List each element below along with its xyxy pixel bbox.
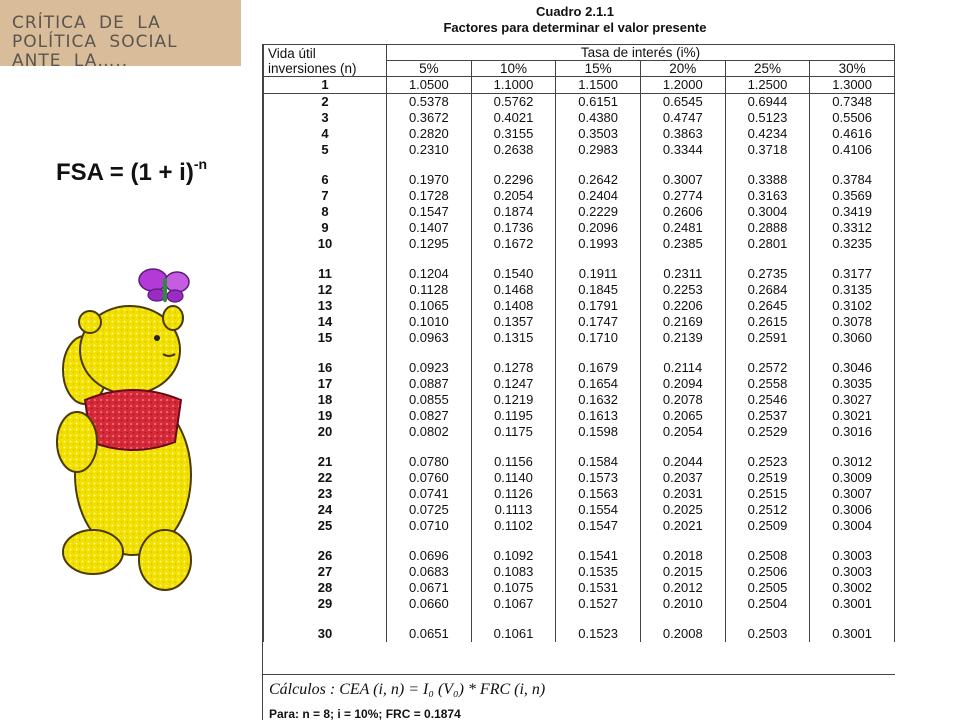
factor-cell: 0.0741 [387,486,472,502]
header-rate-1: 5% [387,61,472,77]
table-row [264,626,895,642]
factor-cell: 0.1970 [387,172,472,188]
formula-base: FSA = (1 + i) [56,159,194,186]
row-period: 12 [264,282,387,298]
butterfly-icon [139,269,189,302]
row-period: 30 [264,626,387,642]
factor-cell: 0.1547 [387,204,472,220]
row-period: 13 [264,298,387,314]
factor-cell: 0.0651 [387,626,472,642]
factor-cell: 0.2311 [640,266,725,282]
factor-cell: 0.3388 [725,172,810,188]
table-row [264,110,895,126]
factor-cell: 0.2638 [471,142,556,158]
table-row [264,486,895,502]
factor-cell: 1.3000 [810,77,895,94]
row-period: 5 [264,142,387,158]
row-period: 27 [264,564,387,580]
factor-cell: 0.3001 [810,596,895,612]
factor-cell: 0.0760 [387,470,472,486]
factor-cell: 0.1584 [556,454,641,470]
table-row [264,204,895,220]
factor-cell: 0.2801 [725,236,810,252]
factor-cell: 0.4616 [810,126,895,142]
factor-cell: 0.2506 [725,564,810,580]
header-rate-4: 20% [640,61,725,77]
row-period: 8 [264,204,387,220]
factor-cell: 0.2031 [640,486,725,502]
factor-cell: 0.2037 [640,470,725,486]
factor-cell: 0.0696 [387,548,472,564]
factor-cell: 0.1113 [471,502,556,518]
factor-cell: 0.1061 [471,626,556,642]
factor-cell: 0.0963 [387,330,472,346]
factor-cell: 0.1247 [471,376,556,392]
table-row [264,220,895,236]
factor-cell: 0.1632 [556,392,641,408]
row-period: 29 [264,596,387,612]
slide-title: CRÍTICA DE LA POLÍTICA SOCIAL ANTE LA….. [12,13,178,71]
factor-cell: 0.1075 [471,580,556,596]
factor-cell: 0.1468 [471,282,556,298]
table-row [264,360,895,376]
row-period: 2 [264,94,387,111]
factor-cell: 0.3001 [810,626,895,642]
row-period: 11 [264,266,387,282]
row-period: 24 [264,502,387,518]
factor-cell: 0.3078 [810,314,895,330]
table-row [264,548,895,564]
factor-cell: 0.0827 [387,408,472,424]
factor-cell: 0.3155 [471,126,556,142]
factor-cell: 0.3007 [640,172,725,188]
factor-cell: 0.3344 [640,142,725,158]
factor-cell: 0.2385 [640,236,725,252]
table-row [264,236,895,252]
group-spacer [264,440,895,454]
row-period: 1 [264,77,387,94]
factor-cell: 0.3163 [725,188,810,204]
factor-cell: 0.1092 [471,548,556,564]
factor-cell: 0.2139 [640,330,725,346]
factor-cell: 1.1000 [471,77,556,94]
table-row [264,502,895,518]
factor-cell: 0.1195 [471,408,556,424]
table-row [264,580,895,596]
header-rate-2: 10% [471,61,556,77]
factor-cell: 0.3569 [810,188,895,204]
factor-cell: 1.0500 [387,77,472,94]
factor-cell: 0.1613 [556,408,641,424]
factor-cell: 0.1175 [471,424,556,440]
factor-cell: 0.1791 [556,298,641,314]
factor-cell: 0.2523 [725,454,810,470]
factor-cell: 0.1523 [556,626,641,642]
factor-cell: 0.3135 [810,282,895,298]
row-period: 25 [264,518,387,534]
factor-cell: 0.2515 [725,486,810,502]
factor-cell: 0.1728 [387,188,472,204]
factor-cell: 0.1140 [471,470,556,486]
factor-cell: 0.5506 [810,110,895,126]
factor-cell: 0.5762 [471,94,556,111]
row-period: 22 [264,470,387,486]
row-period: 20 [264,424,387,440]
row-period: 10 [264,236,387,252]
factor-cell: 0.3009 [810,470,895,486]
factor-cell: 0.1065 [387,298,472,314]
table-row [264,126,895,142]
calculation-panel [263,674,895,721]
factor-cell: 0.4021 [471,110,556,126]
factor-cell: 0.3012 [810,454,895,470]
factor-cell: 0.2065 [640,408,725,424]
factor-cell: 0.1598 [556,424,641,440]
factor-cell: 0.1554 [556,502,641,518]
factor-cell: 0.2591 [725,330,810,346]
factor-cell: 0.0683 [387,564,472,580]
factor-cell: 0.2012 [640,580,725,596]
factor-cell: 0.2481 [640,220,725,236]
row-period: 6 [264,172,387,188]
row-period: 3 [264,110,387,126]
calculation-example: Para: n = 8; i = 10%; FRC = 0.1874 [269,707,461,721]
factor-cell: 0.1736 [471,220,556,236]
caption-title: Factores para determinar el valor presente [443,20,707,35]
factor-cell: 0.3004 [725,204,810,220]
factor-cell: 0.3021 [810,408,895,424]
factor-cell: 0.7348 [810,94,895,111]
factor-cell: 0.2044 [640,454,725,470]
factor-cell: 1.2500 [725,77,810,94]
factor-cell: 0.0660 [387,596,472,612]
factor-cell: 0.0923 [387,360,472,376]
factor-cell: 0.2820 [387,126,472,142]
factor-cell: 0.2094 [640,376,725,392]
table-row [264,298,895,314]
factor-cell: 0.6151 [556,94,641,111]
factor-cell: 0.1672 [471,236,556,252]
factor-cell: 0.4380 [556,110,641,126]
table-row [264,188,895,204]
factor-cell: 0.0802 [387,424,472,440]
factor-cell: 0.1527 [556,596,641,612]
factor-cell: 0.1010 [387,314,472,330]
factor-cell: 0.1573 [556,470,641,486]
factor-cell: 0.6545 [640,94,725,111]
factor-cell: 0.1535 [556,564,641,580]
factor-cell: 0.2606 [640,204,725,220]
factor-cell: 0.3102 [810,298,895,314]
factor-cell: 0.0855 [387,392,472,408]
factor-cell: 0.3312 [810,220,895,236]
factor-cell: 0.2642 [556,172,641,188]
factor-cell: 0.1710 [556,330,641,346]
factor-cell: 0.4106 [810,142,895,158]
factor-cell: 0.3503 [556,126,641,142]
factor-cell: 0.1219 [471,392,556,408]
factor-cell: 0.2008 [640,626,725,642]
factor-cell: 0.2774 [640,188,725,204]
factor-cell: 0.2114 [640,360,725,376]
table-row [264,596,895,612]
factor-cell: 0.2010 [640,596,725,612]
factor-cell: 0.1204 [387,266,472,282]
factor-cell: 0.2253 [640,282,725,298]
factor-cell: 0.2021 [640,518,725,534]
factor-cell: 0.1315 [471,330,556,346]
header-life: Vida útil inversiones (n) [264,45,387,77]
factor-cell: 0.3035 [810,376,895,392]
header-rate: Tasa de interés (i%) [387,45,895,61]
factor-cell: 0.1128 [387,282,472,298]
group-spacer [264,252,895,266]
factor-cell: 0.2229 [556,204,641,220]
factor-cell: 0.1067 [471,596,556,612]
factor-cell: 0.0671 [387,580,472,596]
factor-cell: 0.5378 [387,94,472,111]
factor-cell: 0.3007 [810,486,895,502]
factor-cell: 0.2505 [725,580,810,596]
factor-cell: 0.4747 [640,110,725,126]
row-period: 15 [264,330,387,346]
group-spacer [264,158,895,172]
present-value-factors-table-panel [262,44,895,720]
factor-cell: 0.2684 [725,282,810,298]
factor-cell: 0.3672 [387,110,472,126]
factor-cell: 0.2615 [725,314,810,330]
row-period: 16 [264,360,387,376]
factor-cell: 0.1295 [387,236,472,252]
table-row [264,392,895,408]
factor-cell: 0.2508 [725,548,810,564]
row-period: 17 [264,376,387,392]
factor-cell: 0.3060 [810,330,895,346]
factor-cell: 0.1679 [556,360,641,376]
factor-cell: 0.4234 [725,126,810,142]
table-row [264,518,895,534]
factor-cell: 0.2206 [640,298,725,314]
group-spacer [264,612,895,626]
row-period: 21 [264,454,387,470]
row-period: 19 [264,408,387,424]
factor-cell: 0.2983 [556,142,641,158]
factor-cell: 0.1531 [556,580,641,596]
factor-cell: 0.1874 [471,204,556,220]
slide-title-box [0,0,241,71]
calculation-formula: Cálculos : CEA (i, n) = I₀ (V₀) * FRC (i, n) [269,681,546,698]
factor-cell: 0.5123 [725,110,810,126]
table-row [264,266,895,282]
factor-cell: 0.2529 [725,424,810,440]
factor-cell: 0.2018 [640,548,725,564]
factor-cell: 0.1993 [556,236,641,252]
row-period: 28 [264,580,387,596]
factor-cell: 0.3003 [810,564,895,580]
factor-cell: 1.1500 [556,77,641,94]
row-period: 23 [264,486,387,502]
factor-cell: 0.2078 [640,392,725,408]
factor-cell: 1.2000 [640,77,725,94]
header-rate-6: 30% [810,61,895,77]
factor-cell: 0.2025 [640,502,725,518]
factor-cell: 0.2310 [387,142,472,158]
factor-cell: 0.1540 [471,266,556,282]
factor-cell: 0.3784 [810,172,895,188]
factor-cell: 0.1845 [556,282,641,298]
factor-cell: 0.2296 [471,172,556,188]
factor-cell: 0.3016 [810,424,895,440]
factor-cell: 0.1278 [471,360,556,376]
factor-cell: 0.2096 [556,220,641,236]
row-period: 18 [264,392,387,408]
factor-cell: 0.3003 [810,548,895,564]
factor-cell: 0.2558 [725,376,810,392]
group-spacer [264,534,895,548]
factor-cell: 0.0780 [387,454,472,470]
row-period: 4 [264,126,387,142]
factor-cell: 0.1911 [556,266,641,282]
group-spacer [264,346,895,360]
factor-cell: 0.1102 [471,518,556,534]
table-caption [380,4,770,36]
winnie-the-pooh-image [45,260,225,600]
factor-cell: 0.1747 [556,314,641,330]
row-period: 14 [264,314,387,330]
row-period: 9 [264,220,387,236]
factor-cell: 0.2054 [640,424,725,440]
table-row [264,142,895,158]
table-row [264,172,895,188]
factor-cell: 0.0725 [387,502,472,518]
factor-cell: 0.1407 [387,220,472,236]
factor-cell: 0.2503 [725,626,810,642]
factor-cell: 0.6944 [725,94,810,111]
factor-cell: 0.3177 [810,266,895,282]
factor-cell: 0.1357 [471,314,556,330]
row-period: 26 [264,548,387,564]
factor-cell: 0.2645 [725,298,810,314]
factor-cell: 0.0887 [387,376,472,392]
factor-cell: 0.2169 [640,314,725,330]
row-period: 7 [264,188,387,204]
table-row [264,424,895,440]
factor-cell: 0.0710 [387,518,472,534]
factor-cell: 0.1654 [556,376,641,392]
factor-cell: 0.2537 [725,408,810,424]
factor-cell: 0.1541 [556,548,641,564]
table-row [264,314,895,330]
factor-cell: 0.3002 [810,580,895,596]
table-row [264,94,895,111]
fsa-formula [56,158,207,187]
factor-cell: 0.2404 [556,188,641,204]
factor-cell: 0.2735 [725,266,810,282]
table-row [264,454,895,470]
factor-cell: 0.3863 [640,126,725,142]
table-row [264,564,895,580]
table-row [264,330,895,346]
factor-cell: 0.2546 [725,392,810,408]
factor-cell: 0.1083 [471,564,556,580]
table-row [264,470,895,486]
factor-cell: 0.2015 [640,564,725,580]
factor-cell: 0.2888 [725,220,810,236]
factor-cell: 0.2504 [725,596,810,612]
factor-cell: 0.1126 [471,486,556,502]
factor-cell: 0.3419 [810,204,895,220]
factor-cell: 0.2509 [725,518,810,534]
table-row [264,376,895,392]
factor-cell: 0.1156 [471,454,556,470]
present-value-factors-table [263,44,895,642]
formula-exponent: -n [193,156,208,172]
factor-cell: 0.2572 [725,360,810,376]
factor-cell: 0.3004 [810,518,895,534]
header-rate-3: 15% [556,61,641,77]
caption-number: Cuadro 2.1.1 [535,4,615,19]
header-rate-5: 25% [725,61,810,77]
factor-cell: 0.3718 [725,142,810,158]
factor-cell: 0.2054 [471,188,556,204]
table-row [264,408,895,424]
factor-cell: 0.2519 [725,470,810,486]
factor-cell: 0.3006 [810,502,895,518]
factor-cell: 0.3027 [810,392,895,408]
factor-cell: 0.2512 [725,502,810,518]
factor-cell: 0.1563 [556,486,641,502]
factor-cell: 0.3235 [810,236,895,252]
factor-cell: 0.1408 [471,298,556,314]
table-row [264,77,895,94]
factor-cell: 0.1547 [556,518,641,534]
table-row [264,282,895,298]
factor-cell: 0.3046 [810,360,895,376]
